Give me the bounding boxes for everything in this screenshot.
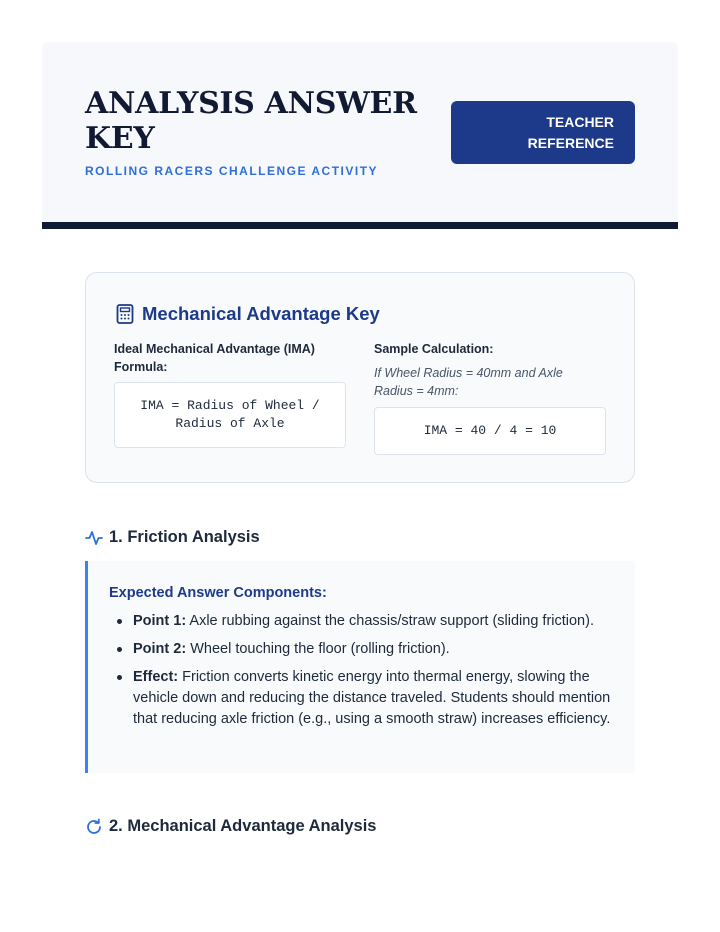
sample-calculation-label: Sample Calculation: (374, 342, 494, 356)
section-ma-title: 2. Mechanical Advantage Analysis (109, 817, 377, 835)
sample-calculation-note: If Wheel Radius = 40mm and Axle Radius = 4mm: (374, 366, 563, 398)
section-friction-title: 1. Friction Analysis (109, 528, 260, 546)
item-text: Wheel touching the floor (rolling friction). (186, 641, 450, 657)
list-item (112, 639, 612, 660)
item-label: Point 1: (133, 613, 187, 629)
refresh-icon (85, 818, 103, 836)
sample-formula: IMA = 40 / 4 = 10 (423, 423, 557, 438)
friction-answer-box (85, 561, 635, 773)
badge-line-1: TEACHER (546, 114, 614, 130)
activity-icon (85, 529, 103, 547)
answer-components-title: Expected Answer Components: (109, 585, 327, 601)
item-label: Point 2: (133, 641, 187, 657)
section-friction-heading (85, 528, 260, 547)
ima-formula-line-2: Radius of Axle (175, 416, 285, 431)
mechanical-advantage-card (85, 272, 635, 483)
badge-line-2: REFERENCE (527, 135, 614, 151)
list-item (112, 611, 612, 632)
answer-list (112, 611, 612, 737)
ima-formula-line-1: IMA = Radius of Wheel / (140, 398, 320, 413)
sample-formula-box (374, 407, 606, 455)
teacher-reference-badge (451, 101, 635, 164)
item-label: Effect: (133, 669, 179, 685)
item-text: Friction converts kinetic energy into thermal energy, slowing the vehicle down and reducing the distance traveled. Students should mention that reducing axle friction (e.g., using a smooth straw) increases efficiency. (133, 669, 611, 727)
item-text: Axle rubbing against the chassis/straw support (sliding friction). (186, 613, 594, 629)
card-title: Mechanical Advantage Key (142, 303, 380, 324)
section-ma-heading (85, 817, 376, 836)
ima-formula-label: Ideal Mechanical Advantage (IMA) Formula: (114, 342, 315, 374)
page-title: ANALYSIS ANSWER KEY (85, 86, 417, 156)
page-subtitle: ROLLING RACERS CHALLENGE ACTIVITY (85, 164, 379, 178)
list-item (112, 667, 612, 730)
ima-formula-box (114, 382, 346, 448)
calculator-icon (116, 304, 134, 324)
header-divider (42, 222, 678, 229)
